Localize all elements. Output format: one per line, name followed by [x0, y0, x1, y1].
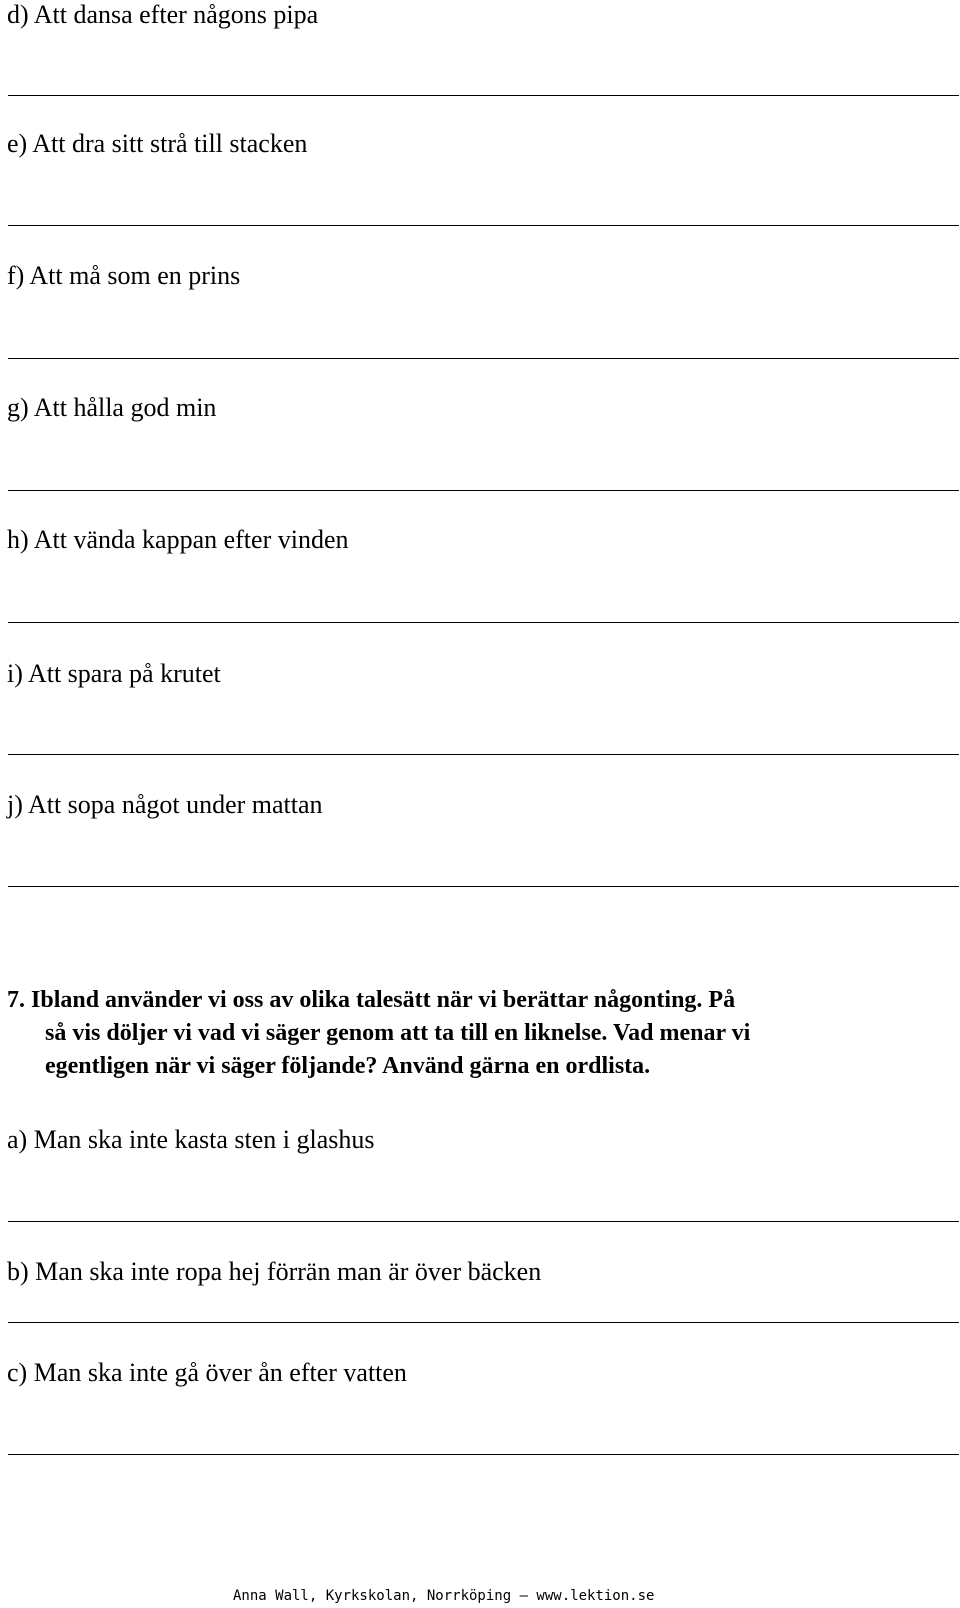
answer-line	[8, 1322, 959, 1323]
answer-line	[8, 95, 959, 96]
list-item: e) Att dra sitt strå till stacken	[7, 129, 308, 158]
list-item: h) Att vända kappan efter vinden	[7, 525, 349, 554]
page-footer: Anna Wall, Kyrkskolan, Norrköping – www.lektion.se	[233, 1588, 655, 1604]
list-item: f) Att må som en prins	[7, 261, 241, 290]
list-item: g) Att hålla god min	[7, 393, 217, 422]
task-line: 7. Ibland använder vi oss av olika talesätt när vi berättar någonting. På	[7, 987, 736, 1013]
answer-line	[8, 622, 959, 623]
list-item: c) Man ska inte gå över ån efter vatten	[7, 1358, 407, 1387]
answer-line	[8, 886, 959, 887]
list-item: j) Att sopa något under mattan	[7, 790, 323, 819]
answer-line	[8, 225, 959, 226]
answer-line	[8, 358, 959, 359]
task-line: så vis döljer vi vad vi säger genom att ta till en liknelse. Vad menar vi	[45, 1020, 751, 1046]
answer-line	[8, 1454, 959, 1455]
answer-line	[8, 1221, 959, 1222]
answer-line	[8, 754, 959, 755]
list-item: i) Att spara på krutet	[7, 659, 221, 688]
list-item: d) Att dansa efter någons pipa	[7, 0, 319, 29]
list-item: b) Man ska inte ropa hej förrän man är över bäcken	[7, 1257, 542, 1286]
list-item: a) Man ska inte kasta sten i glashus	[7, 1125, 375, 1154]
task-instruction	[7, 984, 959, 1083]
task-line: egentligen när vi säger följande? Använd gärna en ordlista.	[45, 1053, 651, 1079]
answer-line	[8, 490, 959, 491]
